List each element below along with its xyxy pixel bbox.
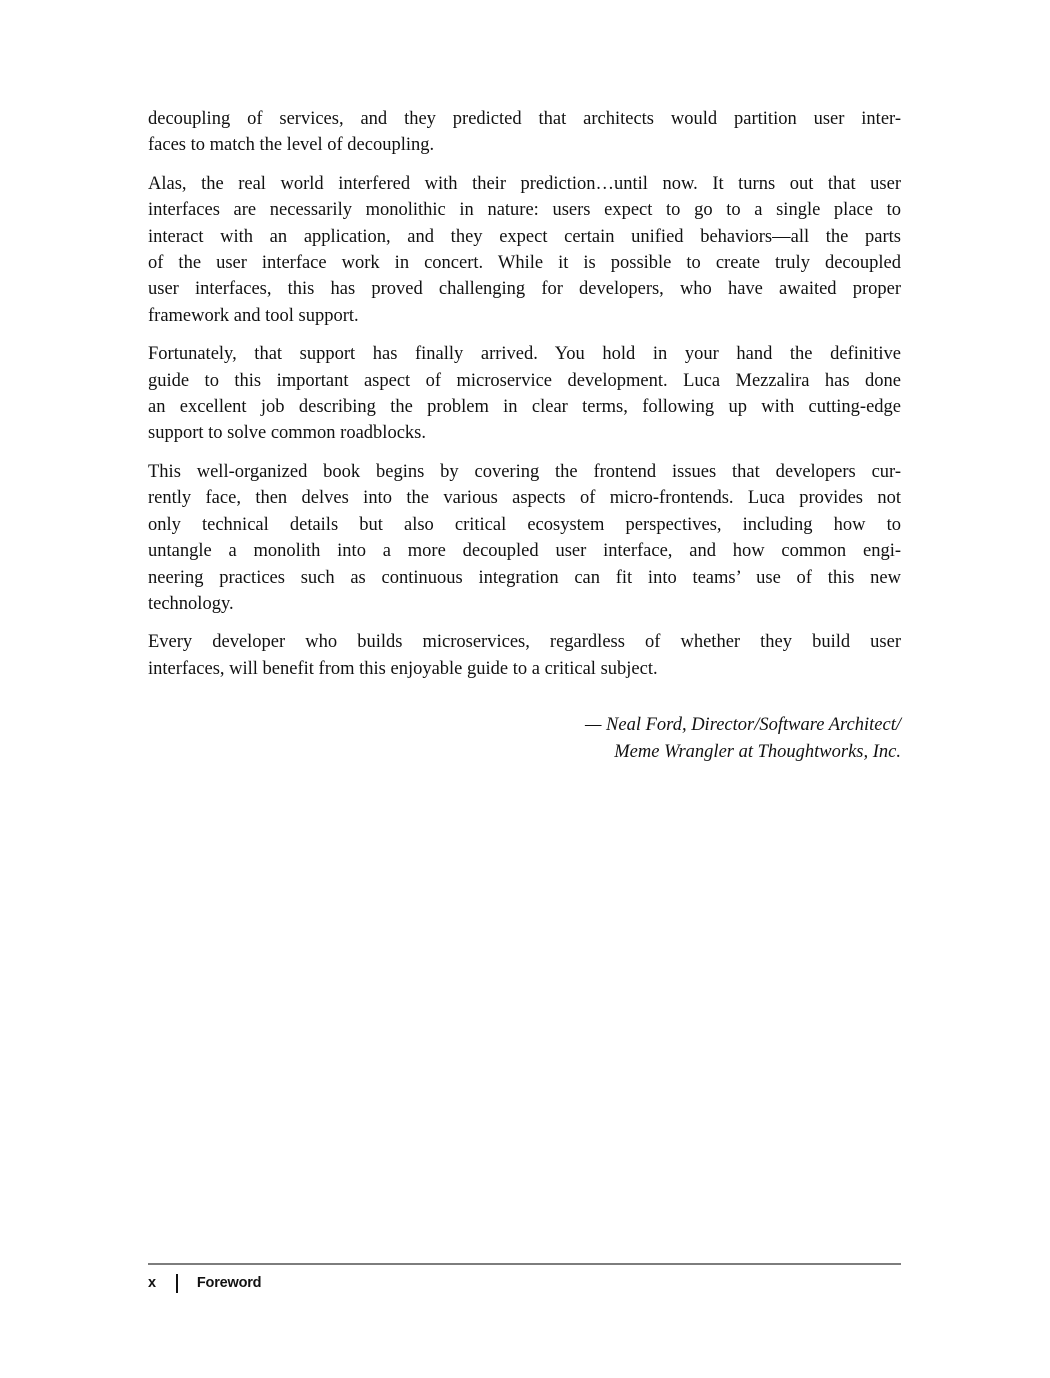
text-line: neering practices such as continuous integration can fit into teams’ use of this new [148, 567, 901, 588]
text-line: Every developer who builds microservices, regardless of whether they build user [148, 632, 901, 653]
text-line: interact with an application, and they expect certain unified behaviors—all the parts [148, 226, 901, 247]
text-line: interfaces, will benefit from this enjoyable guide to a critical subject. [148, 658, 658, 679]
text-line: support to solve common roadblocks. [148, 423, 426, 444]
foreword-body [148, 106, 901, 765]
paragraph [148, 106, 901, 159]
text-line: Meme Wrangler at Thoughtworks, Inc. [614, 741, 901, 762]
text-line: untangle a monolith into a more decoupled user interface, and how common engi- [148, 541, 901, 562]
text-line: only technical details but also critical ecosystem perspectives, including how to [148, 514, 901, 535]
text-line: This well-organized book begins by covering the frontend issues that developers cur- [148, 461, 901, 482]
text-line: framework and tool support. [148, 305, 359, 326]
paragraph [148, 629, 901, 682]
text-line: of the user interface work in concert. While it is possible to create truly decoupled [148, 253, 901, 274]
text-line: guide to this important aspect of microservice development. Luca Mezzalira has done [148, 370, 901, 391]
text-line: faces to match the level of decoupling. [148, 135, 435, 156]
text-line: technology. [148, 593, 234, 614]
paragraph [148, 459, 901, 617]
text-line: Fortunately, that support has finally arrived. You hold in your hand the definitive [148, 344, 901, 365]
footer [148, 1274, 901, 1293]
page-number: x [148, 1275, 156, 1291]
text-line: interfaces are necessarily monolithic in nature: users expect to go to a single place to [148, 200, 901, 221]
text-line: an excellent job describing the problem in clear terms, following up with cutting-edge [148, 397, 901, 418]
text-line: Alas, the real world interfered with their prediction…until now. It turns out that user [148, 173, 901, 194]
paragraph [148, 341, 901, 447]
paragraph [148, 171, 901, 329]
text-line: rently face, then delves into the various aspects of micro-frontends. Luca provides not [148, 488, 901, 509]
text-line: decoupling of services, and they predicted that architects would partition user inter- [148, 109, 901, 129]
section-label: Foreword [196, 1275, 262, 1291]
footer-separator [176, 1274, 178, 1293]
attribution [148, 712, 901, 765]
text-line: user interfaces, this has proved challenging for developers, who have awaited proper [148, 279, 901, 300]
text-line: — Neal Ford, Director/Software Architect/ [584, 715, 901, 736]
footer-rule [148, 1263, 901, 1265]
